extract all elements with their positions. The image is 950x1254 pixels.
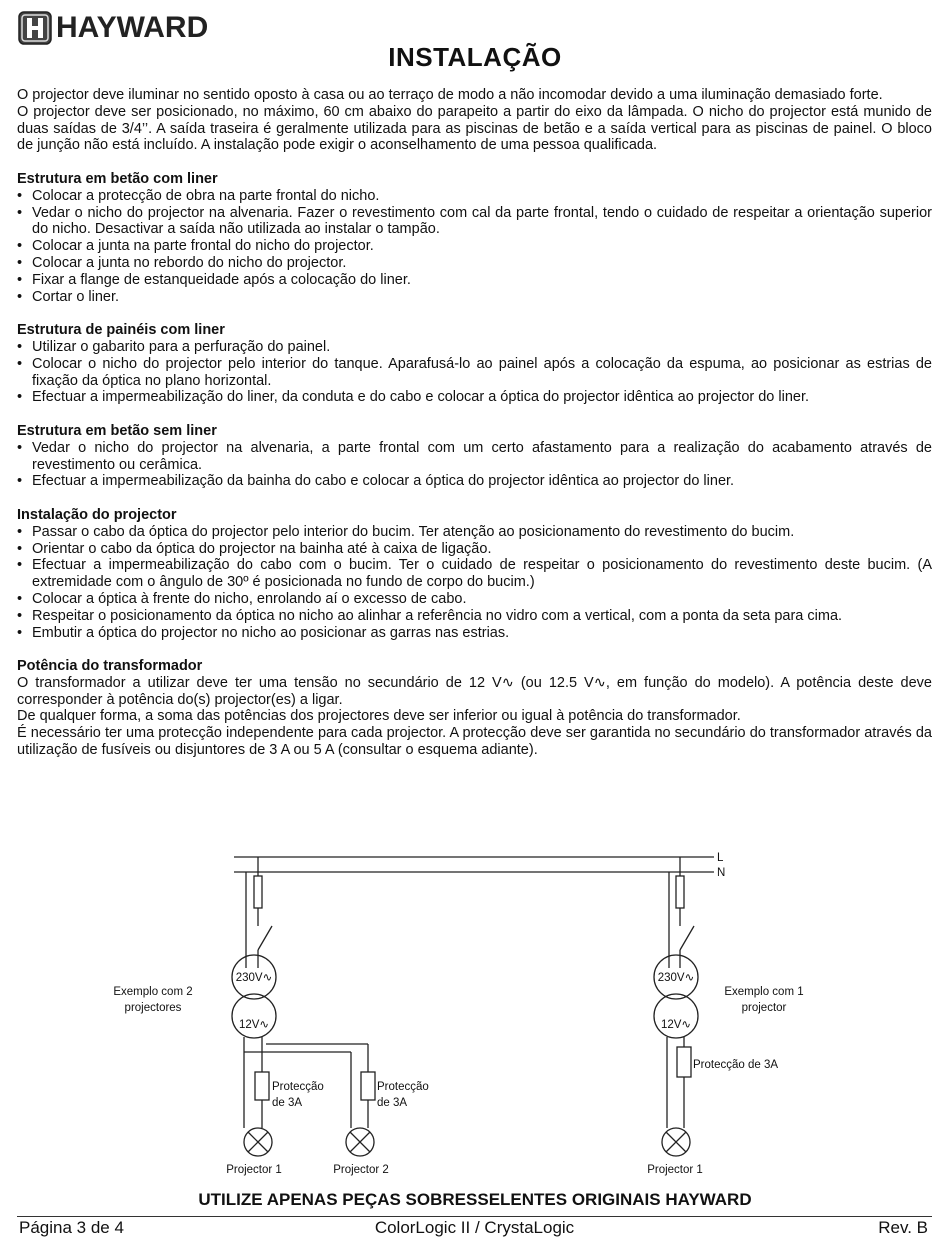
- list-item: • Efectuar a impermeabilização do liner, da conduta e do cabo e colocar a óptica do projector idêntica ao projector do liner.: [17, 389, 932, 406]
- power-paragraph: É necessário ter uma protecção independente para cada projector. A protecção deve ser garantida no secundário do transformador através da utilização de fusíveis ou disjuntores de 3 A ou 5 A (consultar o esquema adiante).: [17, 725, 932, 759]
- list-item: • Embutir a óptica do projector no nicho ao posicionar as garras nas estrias.: [17, 625, 932, 642]
- list-item: • Utilizar o gabarito para a perfuração do painel.: [17, 339, 932, 356]
- example-label-left: projectores: [124, 1002, 182, 1014]
- bullet-list: [17, 440, 932, 490]
- section-title: Estrutura em betão com liner: [17, 170, 218, 187]
- example-label-right: projector: [741, 1002, 787, 1014]
- document-body: [17, 87, 932, 759]
- footer-divider: [17, 1216, 932, 1217]
- logo-text: HAYWARD: [56, 11, 209, 44]
- section-title: Estrutura em betão sem liner: [17, 422, 217, 439]
- list-item: • Colocar a óptica à frente do nicho, enrolando aí o excesso de cabo.: [17, 591, 932, 608]
- switch-left: [258, 926, 272, 950]
- primary-fuse-left: [254, 876, 262, 908]
- product-name: ColorLogic II / CrystaLogic: [374, 1218, 575, 1237]
- switch-right: [680, 926, 694, 950]
- list-item: • Passar o cabo da óptica do projector pelo interior do bucim. Ter atenção ao posicionamento do revestimento do bucim.: [17, 524, 932, 541]
- protection-label: Protecção de 3A: [693, 1059, 779, 1071]
- page-title: INSTALAÇÃO: [388, 42, 562, 72]
- protection-label: de 3A: [377, 1097, 408, 1109]
- hayward-logo-icon: [18, 11, 52, 45]
- primary-voltage-label: 230V∿: [235, 972, 273, 984]
- list-item: • Vedar o nicho do projector na alvenaria, a parte frontal com um certo afastamento para a realização do acabamento através de revestimento ou cerâmica.: [17, 440, 932, 474]
- section-title: Potência do transformador: [17, 658, 203, 675]
- secondary-voltage-label: 12V∿: [660, 1019, 692, 1031]
- protection-fuse-left-2: [361, 1072, 375, 1100]
- bullet-list: [17, 188, 932, 306]
- primary-voltage-label: 230V∿: [657, 972, 695, 984]
- bullet-list: [17, 339, 932, 406]
- protection-label: Protecção: [272, 1081, 324, 1093]
- power-paragraph: De qualquer forma, a soma das potências dos projectores deve ser inferior ou igual à potência do transformador.: [17, 708, 741, 725]
- list-item: • Colocar a protecção de obra na parte frontal do nicho.: [17, 188, 932, 205]
- bullet-list: [17, 524, 932, 642]
- intro-paragraph: O projector deve iluminar no sentido oposto à casa ou ao terraço de modo a não incomodar devido a uma iluminação demasiado forte.: [17, 87, 883, 103]
- section-title: Estrutura de painéis com liner: [17, 322, 225, 339]
- projector-label: Projector 2: [333, 1164, 389, 1176]
- wiring-diagram: [0, 840, 950, 1185]
- list-item: • Orientar o cabo da óptica do projector na bainha até à caixa de ligação.: [17, 541, 932, 558]
- example-label-right: Exemplo com 1: [724, 986, 804, 998]
- section-title: Instalação do projector: [17, 506, 177, 523]
- protection-fuse-right: [677, 1047, 691, 1077]
- protection-label: de 3A: [272, 1097, 303, 1109]
- list-item: • Vedar o nicho do projector na alvenaria. Fazer o revestimento com cal da parte frontal, tendo o cuidado de respeitar a orientação superior do nicho. Desactivar a saída não utilizada ao instalar o tampão.: [17, 205, 932, 239]
- primary-fuse-right: [676, 876, 684, 908]
- transformer-secondary-left: [232, 994, 276, 1038]
- list-item: • Cortar o liner.: [17, 289, 932, 306]
- transformer-secondary-right: [654, 994, 698, 1038]
- bus-label-l: L: [717, 852, 724, 864]
- list-item: • Fixar a flange de estanqueidade após a colocação do liner.: [17, 272, 932, 289]
- bus-label-n: N: [717, 867, 726, 879]
- list-item: • Colocar a junta na parte frontal do nicho do projector.: [17, 238, 932, 255]
- revision: Rev. B: [878, 1218, 928, 1237]
- protection-label: Protecção: [377, 1081, 429, 1093]
- brand-logo: [18, 10, 208, 46]
- footer-note: UTILIZE APENAS PEÇAS SOBRESSELENTES ORIGINAIS HAYWARD: [198, 1190, 752, 1209]
- projector-label: Projector 1: [226, 1164, 282, 1176]
- power-paragraph: O transformador a utilizar deve ter uma tensão no secundário de 12 V∿ (ou 12.5 V∿, em função do modelo). A potência deste deve corresponder à potência do(s) projector(es) a ligar.: [17, 674, 932, 708]
- secondary-voltage-label: 12V∿: [238, 1019, 270, 1031]
- list-item: • Colocar o nicho do projector pelo interior do tanque. Aparafusá-lo ao painel após a colocação da espuma, ao posicionar as estrias de fixação da óptica no plano horizontal.: [17, 356, 932, 390]
- list-item: • Efectuar a impermeabilização da bainha do cabo e colocar a óptica do projector idêntica ao projector do liner.: [17, 473, 932, 490]
- example-label-left: Exemplo com 2: [113, 986, 193, 998]
- list-item: • Colocar a junta no rebordo do nicho do projector.: [17, 255, 932, 272]
- protection-fuse-left-1: [255, 1072, 269, 1100]
- page-number: Página 3 de 4: [19, 1218, 124, 1237]
- list-item: • Efectuar a impermeabilização do cabo com o bucim. Ter o cuidado de respeitar o posicionamento do revestimento deste bucim. (A extremidade com o ângulo de 30º é posicionada no fundo de corpo do bucim.): [17, 557, 932, 591]
- list-item: • Respeitar o posicionamento da óptica no nicho ao alinhar a referência no vidro com a vertical, com a ponta da seta para cima.: [17, 608, 932, 625]
- projector-label: Projector 1: [647, 1164, 703, 1176]
- intro-paragraph: O projector deve ser posicionado, no máximo, 60 cm abaixo do parapeito a partir do eixo da lâmpada. O nicho do projector está munido de duas saídas de 3/4’’. A saída traseira é geralmente utilizada para as piscinas de betão e a saída vertical para as piscinas de painel. O bloco de junção não está incluído. A instalação pode exigir o aconselhamento de uma pessoa qualificada.: [17, 103, 932, 154]
